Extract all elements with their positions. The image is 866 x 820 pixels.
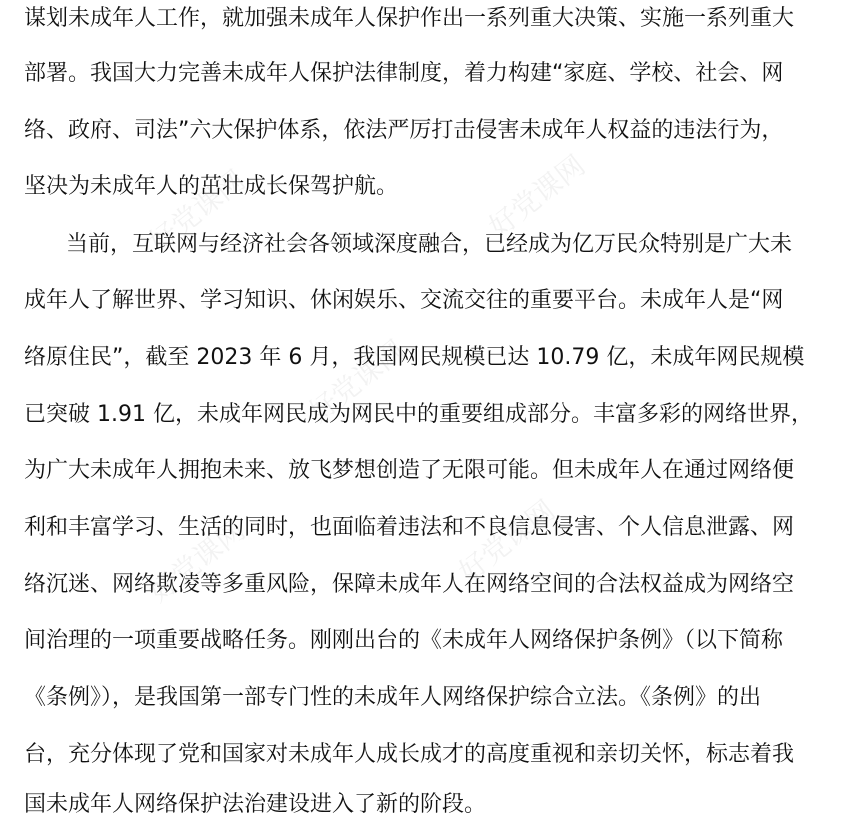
watermark: 好党课网 — [482, 148, 592, 244]
text-line: 坚决为未成年人的茁壮成长保驾护航。 — [24, 174, 399, 199]
watermark: 好党课网 — [452, 493, 562, 589]
text-line: 为广大未成年人拥抱未来、放飞梦想创造了无限可能。但未成年人在通过网络便 — [24, 458, 795, 483]
text-line: 谋划未成年人工作，就加强未成年人保护作出一系列重大决策、实施一系列重大 — [24, 6, 795, 31]
text-line: 间治理的一项重要战略任务。刚刚出台的《未成年人网络保护条例》（以下简称 — [24, 628, 784, 653]
text-line: 国未成年人网络保护法治建设进入了新的阶段。 — [24, 792, 487, 817]
text-line: 利和丰富学习、生活的同时，也面临着违法和不良信息侵害、个人信息泄露、网 — [24, 515, 795, 540]
text-line: 《条例》），是我国第一部专门性的未成年人网络保护综合立法。《条例》的出 — [24, 685, 762, 710]
watermark: 好党课网 — [142, 163, 252, 259]
text-line: 络、政府、司法”六大保护体系，依法严厉打击侵害未成年人权益的违法行为， — [24, 118, 784, 143]
text-line: 络原住民”，截至 2023 年 6 月，我国网民规模已达 10.79 亿，未成年网民规模 — [24, 345, 805, 370]
watermark: 好党课网 — [142, 513, 252, 609]
watermark: 好党课网 — [302, 333, 412, 429]
text-line: 成年人了解世界、学习知识、休闲娱乐、交流交往的重要平台。未成年人是“网 — [24, 288, 784, 313]
text-line: 台，充分体现了党和国家对未成年人成长成才的高度重视和亲切关怀，标志着我 — [24, 742, 795, 767]
text-line: 当前，互联网与经济社会各领域深度融合，已经成为亿万民众特别是广大未 — [66, 232, 793, 257]
text-line: 已突破 1.91 亿，未成年网民成为网民中的重要组成部分。丰富多彩的网络世界， — [24, 402, 813, 427]
text-line: 部署。我国大力完善未成年人保护法律制度，着力构建“家庭、学校、社会、网 — [24, 61, 784, 86]
text-line: 络沉迷、网络欺凌等多重风险，保障未成年人在网络空间的合法权益成为网络空 — [24, 572, 795, 597]
